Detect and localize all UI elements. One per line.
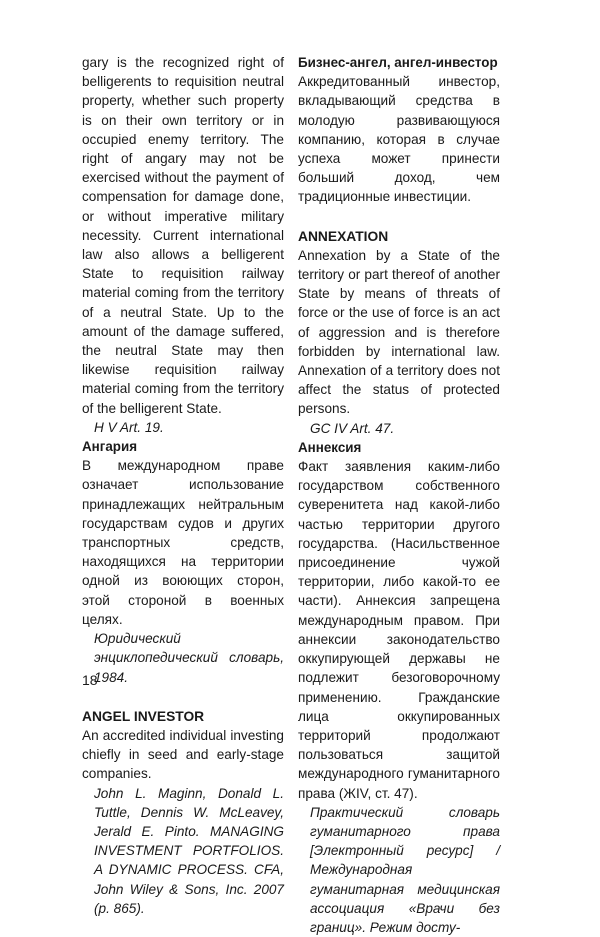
angel-ru-text: Аккредитованный инвестор, вкладывающий средства в молодую развивающуюся компанию, которая в случае успеха может принести больший доход, чем традиционные инвестиции. <box>298 74 500 205</box>
left-column <box>82 53 284 918</box>
annexation-ru-text: Факт заявления каким-либо государством собственного суверенитета над какой-либо частью территории другого государства. (Насильственное присоединение чужой территории, либо какой-то ее части). Аннексия запрещена международным правом. При аннексии законодательство оккупирующей державы не подлежит безоговорочному применению. Гражданские лица оккупированных территорий продолжают пользоваться защитой международного гуманитарного права (ЖIV, ст. 47). <box>298 459 500 801</box>
annexation-ru-reference: Практический словарь гуманитарного права [Электронный ресурс] / Международная гуманитарная медицинская ассоциация «Врачи без границ». Режим досту- <box>310 804 500 935</box>
annexation-heading: ANNEXATION <box>298 228 389 244</box>
angary-en-text: gary is the recognized right of belligerents to requisition neutral property, whether such property is on their own territory or in occupied enemy territory. The right of angary may not be exercised without the payment of compensation for damage done, or without imperative military necessity. Current international law also allows a belligerent State to requisition railway material coming from the territory of a neutral State. Up to the amount of the damage suffered, the neutral State may then likewise requisition railway material coming from the territory of the belligerent State. <box>82 55 284 416</box>
angel-ru-heading: Бизнес-ангел, ангел-инвестор <box>298 55 498 70</box>
annexation-text: Annexation by a State of the territory or part thereof of another State by means of threats of force or the use of force is an act of aggression and is therefore forbidden by international law. Annexation of a territory does not affect the status of protected persons. <box>298 247 500 417</box>
angary-ru-reference: Юридический энциклопедический словарь, 1984. <box>94 631 284 685</box>
annexation-ru-heading: Аннексия <box>298 439 362 455</box>
annexation-reference: GC IV Art. 47. <box>310 420 395 436</box>
angary-ru-text: В международном праве означает использование принадлежащих нейтральным государствам судов и других транспортных средств, находящихся на территории одной из воюющих сторон, этой стороной в военных целях. <box>82 458 284 627</box>
right-column <box>298 53 500 937</box>
page-number: 18 <box>82 672 98 688</box>
angary-ru-heading: Ангария <box>82 439 138 455</box>
angel-investor-heading: ANGEL INVESTOR <box>82 708 205 724</box>
angel-investor-text: An accredited individual investing chiefly in seed and early-stage companies. <box>82 727 284 782</box>
angel-investor-reference: John L. Maginn, Donald L. Tuttle, Dennis W. McLeavey, Jerald E. Pinto. MANAGING INVESTMENT PORTFOLIOS. A DYNAMIC PROCESS. CFA, John Wiley & Sons, Inc. 2007 (p. 865). <box>94 785 284 916</box>
angary-reference: H V Art. 19. <box>94 419 164 435</box>
